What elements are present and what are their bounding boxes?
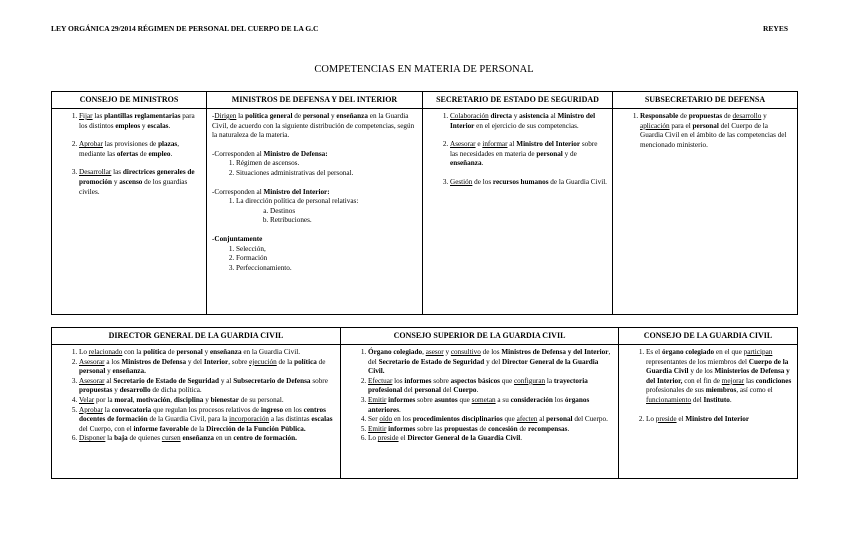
- list-item: 5. Aprobar la convocatoria que regulan los procesos relativos de ingreso en los centros docentes de formación de la Guardia Civil, para la incorporación a las distintas escalas del Cuerpo, con el informe favorable de la Dirección de la Función Pública.: [79, 406, 335, 435]
- list-item: 4. Velar por la moral, motivación, disciplina y bienestar de su personal.: [79, 396, 335, 406]
- list-item: 2. Formación: [236, 254, 417, 264]
- list-item: 1. Fijar las plantillas reglamentarias para los distintos empleos y escalas.: [79, 112, 201, 131]
- cell-secretario: [423, 109, 613, 315]
- defensa-intro: -Corresponden al Ministro de Defensa:: [212, 149, 328, 158]
- list-item: 2. Asesorar a los Ministros de Defensa y del Interior, sobre ejecución de la política de personal y enseñanza.: [79, 358, 335, 377]
- col-header-consejo-gc: CONSEJO DE LA GUARDIA CIVIL: [619, 328, 798, 345]
- list-item: 2. Lo preside el Ministro del Interior: [646, 415, 792, 425]
- list-item: 2. Efectuar los informes sobre aspectos básicos que configuran la trayectoria profesional del personal del Cuerpo.: [368, 377, 613, 396]
- cell-consejo-gc: [619, 345, 798, 479]
- col-header-subsecretario: SUBSECRETARIO DE DEFENSA: [613, 92, 798, 109]
- table-body-row: [52, 345, 798, 479]
- interior-intro: -Corresponden al Ministro del Interior:: [212, 187, 330, 196]
- list-item: 6. Lo preside el Director General de la Guardia Civil.: [368, 434, 613, 444]
- col-header-secretario: SECRETARIO DE ESTADO DE SEGURIDAD: [423, 92, 613, 109]
- list-item: 3. Emitir informes sobre asuntos que sometan a su consideración los órganos anteriores.: [368, 396, 613, 415]
- list-item: 3. Desarrollar las directrices generales de promoción y ascenso de los guardias civiles.: [79, 168, 201, 197]
- list-item: 1. Responsable de propuestas de desarrollo y aplicación para el personal del Cuerpo de la Guardia Civil en el ámbito de las competencias del mencionado ministerio.: [640, 112, 792, 150]
- list-item: 1. La dirección política de personal relativas: a. Destinos b. Retribuciones.: [236, 197, 417, 226]
- list-item: 3. Perfeccionamiento.: [236, 264, 417, 274]
- header-left: LEY ORGÁNICA 29/2014 RÉGIMEN DE PERSONAL DEL CUERPO DE LA G.C: [51, 24, 319, 33]
- list-item: 2. Aprobar las provisiones de plazas, mediante las ofertas de empleo.: [79, 140, 201, 159]
- list-item: 5. Emitir informes sobre las propuestas de concesión de recompensas.: [368, 425, 613, 435]
- list-item: 4. Ser oído en los procedimientos disciplinarios que afecten al personal del Cuerpo.: [368, 415, 613, 425]
- list-item: 1. Selección,: [236, 245, 417, 255]
- cell-consejo-superior: [341, 345, 619, 479]
- col-header-ministros: MINISTROS DE DEFENSA Y DEL INTERIOR: [207, 92, 423, 109]
- page-title: COMPETENCIAS EN MATERIA DE PERSONAL: [314, 64, 534, 75]
- list-item: 2. Asesorar e informar al Ministro del Interior sobre las necesidades en materia de personal y de enseñanza.: [450, 140, 607, 169]
- header-right: REYES: [763, 24, 789, 33]
- list-item: b. Retribuciones.: [270, 216, 417, 226]
- competencias-table-1: [51, 91, 798, 315]
- cell-subsecretario: [613, 109, 798, 315]
- table-body-row: [52, 109, 798, 315]
- list-item: 1. Es el órgano colegiado en el que participan representantes de los miembros del Cuerpo de la Guardia Civil y de los Ministerios de Defensa y del Interior, con el fin de mejorar las condiciones profesionales de sus miembros, así como el funcionamiento del Instituto.: [646, 348, 792, 406]
- conjuntamente-intro: -Conjuntamente: [212, 234, 263, 243]
- list-item: 1. Régimen de ascensos.: [236, 159, 417, 169]
- competencias-table-2: [51, 327, 798, 479]
- list-item: 3. Gestión de los recursos humanos de la Guardia Civil.: [450, 178, 607, 188]
- list-item: 3. Asesorar al Secretario de Estado de Seguridad y al Subsecretario de Defensa sobre propuestas y desarrollo de dicha política.: [79, 377, 335, 396]
- cell-director-general: [52, 345, 341, 479]
- table-header-row: [52, 328, 798, 345]
- col-header-consejo-superior: CONSEJO SUPERIOR DE LA GUARDIA CIVIL: [341, 328, 619, 345]
- ministros-intro: -Dirigen la política general de personal y enseñanza en la Guardia Civil, de acuerdo con la siguiente distribución de competencias, según la naturaleza de la materia.: [212, 112, 415, 140]
- col-header-director-general: DIRECTOR GENERAL DE LA GUARDIA CIVIL: [52, 328, 341, 345]
- list-item: 1. Colaboración directa y asistencia al Ministro del Interior en el ejercicio de sus competencias.: [450, 112, 607, 131]
- col-header-consejo-ministros: CONSEJO DE MINISTROS: [52, 92, 207, 109]
- cell-ministros: [207, 109, 423, 315]
- list-item: 1. Órgano colegiado, asesor y consultivo de los Ministros de Defensa y del Interior, del Secretario de Estado de Seguridad y del Director General de la Guardia Civil.: [368, 348, 613, 377]
- list-item: a. Destinos: [270, 207, 417, 217]
- list-item: 6. Disponer la baja de quienes cursen enseñanza en un centro de formación.: [79, 434, 335, 444]
- list-item: 1. Lo relacionado con la política de personal y enseñanza en la Guardia Civil.: [79, 348, 335, 358]
- cell-consejo-ministros: [52, 109, 207, 315]
- table-header-row: [52, 92, 798, 109]
- list-item: 2. Situaciones administrativas del personal.: [236, 169, 417, 179]
